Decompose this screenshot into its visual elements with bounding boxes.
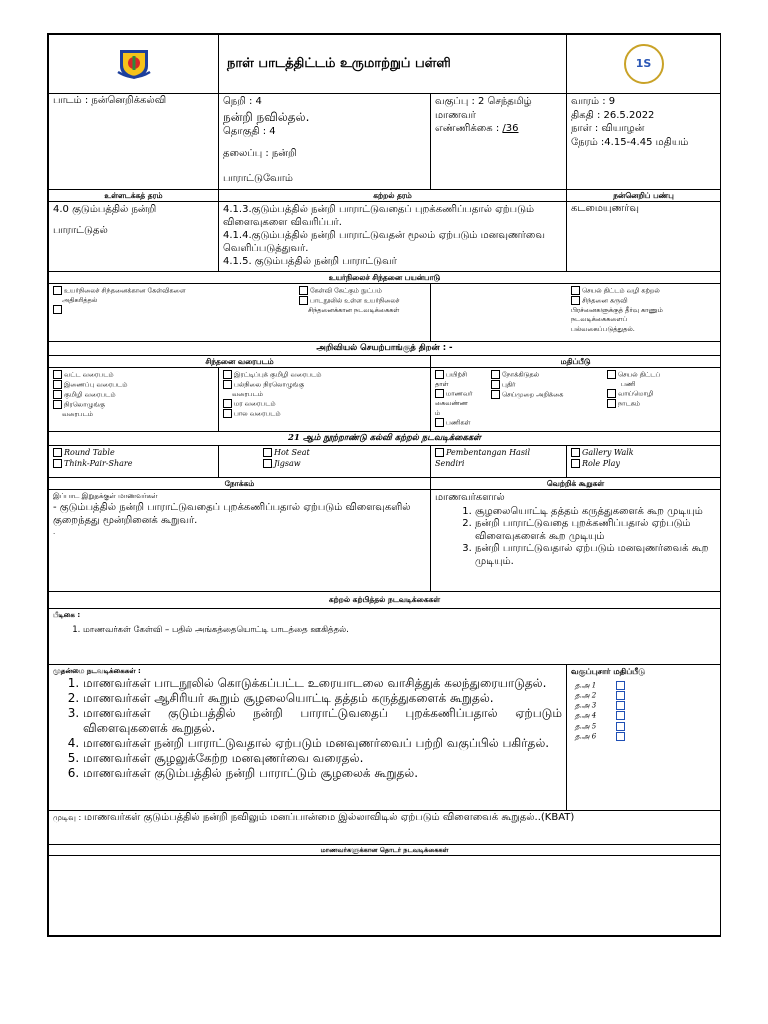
oral-checkbox[interactable] xyxy=(607,389,616,398)
main-activity: 3. மாணவர்கள் குடும்பத்தில் நன்றி பாராட்டுவதைப் புறக்கணிப்பதால் ஏற்படும் விளைவுகளைக் கூறுதல். xyxy=(83,706,562,736)
set-induction-label: பீடிகை : xyxy=(53,610,81,619)
students-count-label: எண்ணிக்கை : xyxy=(435,123,500,134)
project-task-checkbox[interactable] xyxy=(607,370,616,379)
thinking-tool-label: சிந்தனை கருவி xyxy=(582,296,628,305)
gallery-walk-label: Gallery Walk xyxy=(582,447,634,457)
science-skills-heading: அறிவியல் செயற்பாங்குத் திறன் : - xyxy=(49,342,721,356)
textbook-hots-label2: சிந்தனைக்கான நடவடிக்கைகள் xyxy=(308,306,400,315)
thinking-maps-col1 xyxy=(49,368,219,432)
success-criteria-heading: வெற்றிக் கூறுகள் xyxy=(431,477,721,489)
hots-questions-label: உயர்நிலைச் சிந்தனைக்கான கேள்விகளை xyxy=(64,286,186,295)
observation-label: நோக்கிடுதல் xyxy=(502,370,540,379)
drama-checkbox[interactable] xyxy=(607,399,616,408)
hots-questions-label2: அதிகரித்தல் xyxy=(62,296,98,305)
set-induction-item: 1. மாணவர்கள் கேள்வி – பதில் அங்கத்தையொட்டி பாடத்தை ஊகித்தல். xyxy=(83,625,716,636)
c21-col3 xyxy=(431,445,567,477)
class-assessment-heading: வகுப்புசார் மதிப்பீடு xyxy=(571,666,646,676)
oral-label: வாய்மொழி xyxy=(618,389,654,398)
c21-col1 xyxy=(49,445,219,477)
c21-col4 xyxy=(567,445,721,477)
students-count: /36 xyxy=(502,123,519,134)
problem-solving-label3: பல்வகைப்படுத்துதல். xyxy=(571,324,635,333)
think-pair-share-label: Think-Pair-Share xyxy=(64,458,133,468)
learning-standard-2: 4.1.4.குடும்பத்தில் நன்றி பாராட்டுவதன் மூலம் ஏற்படும் மனவுணர்வை வெளிப்படுத்துவர். xyxy=(223,230,545,254)
form-title: நாள் பாடத்திட்டம் உருமாற்றுப் பள்ளி xyxy=(219,35,567,94)
thinking-maps-heading: சிந்தனை வரைபடம் xyxy=(49,355,431,367)
jigsaw-checkbox[interactable] xyxy=(263,459,272,468)
tasks-label: பணிகள் xyxy=(446,418,471,427)
double-bubble-checkbox[interactable] xyxy=(223,370,232,379)
project-learning-checkbox[interactable] xyxy=(571,286,580,295)
objective-dot: . xyxy=(53,528,56,536)
value-number: நெறி : 4 xyxy=(223,96,262,107)
learning-standard-3: 4.1.5. குடும்பத்தில் நன்றி பாராட்டுவர் xyxy=(223,256,397,268)
hots-col1 xyxy=(49,284,431,342)
think-pair-share-checkbox[interactable] xyxy=(53,459,62,468)
drama-label: நாடகம் xyxy=(618,399,641,408)
objective-heading: நோக்கம் xyxy=(49,477,431,489)
level-label: த.அ 4 xyxy=(575,711,597,720)
content-standard-cell xyxy=(49,202,219,272)
problem-solving-label2: நடவடிக்கைகளைப் xyxy=(571,315,628,324)
success-criterion: 2. நன்றி பாராட்டுவதை புறக்கணிப்பதால் ஏற்படும் விளைவுகளைக் கூற முடியும் xyxy=(475,518,716,543)
project-task-label: செயல் திட்டப் xyxy=(618,370,661,379)
level-4-checkbox[interactable] xyxy=(616,711,625,720)
week: வாரம் : 9 xyxy=(571,96,616,107)
date: திகதி : 26.5.2022 xyxy=(571,109,655,121)
round-table-label: Round Table xyxy=(64,447,115,457)
handwork-label3: ம் xyxy=(435,408,441,417)
assessment-heading: மதிப்பீடு xyxy=(431,355,721,367)
role-play-label: Role Play xyxy=(582,458,620,468)
time-cell xyxy=(567,94,721,190)
school-badge-cell xyxy=(567,35,721,94)
school-crest-icon xyxy=(117,46,151,80)
main-activity: 5. மாணவர்கள் சூழலுக்கேற்ற மனவுணர்வை வரைதல். xyxy=(83,751,562,766)
activities-heading: கற்றல் கற்பித்தல் நடவடிக்கைகள் xyxy=(49,592,721,608)
hot-seat-checkbox[interactable] xyxy=(263,448,272,457)
subject: பாடம் : நன்னெறிக்கல்வி xyxy=(53,95,167,106)
moral-value-heading: நன்னெறிப் பண்பு xyxy=(567,190,721,202)
level-3-checkbox[interactable] xyxy=(616,701,625,710)
worksheet-label2: தாள் xyxy=(435,380,449,389)
day: நாள் : வியாழன் xyxy=(571,123,645,134)
closure-cell xyxy=(49,810,721,844)
flow-map-label2: வரைபடம் xyxy=(62,410,93,419)
multi-flow-label: பல்நிலை நிரலொழுங்கு xyxy=(234,380,305,389)
puzzle-checkbox[interactable] xyxy=(491,380,500,389)
c21-heading: 21 ஆம் நூற்றாண்டு கல்வி கற்றல் நடவடிக்கைகள் xyxy=(49,432,721,446)
bubble-map-label: குமிழி வரைபடம் xyxy=(64,390,116,399)
brace-map-checkbox[interactable] xyxy=(223,409,232,418)
level-label: த.அ 5 xyxy=(575,722,597,731)
success-criterion: 1. சூழலையொட்டி தத்தம் கருத்துகளைக் கூற முடியும் xyxy=(475,506,716,519)
problem-solving-label: பிரச்னைகளுக்குத் தீர்வு காணும் xyxy=(571,306,663,315)
hots-heading: உயர்நிலைச் சிந்தனை பயன்பாடு xyxy=(49,271,721,283)
puzzle-label: புதிர் xyxy=(502,380,516,389)
round-table-checkbox[interactable] xyxy=(53,448,62,457)
questioning-technique-label: கேள்வி கேட்கும் நுட்பம் xyxy=(310,286,382,295)
success-criterion: 3. நன்றி பாராட்டுவதால் ஏற்படும் மனவுணர்வைக் கூற முடியும். xyxy=(475,543,716,568)
hots-questions-checkbox[interactable] xyxy=(53,286,62,295)
practical-report-label: செய்முறை அறிக்கை xyxy=(502,390,564,399)
main-activities-cell xyxy=(49,664,567,810)
level-label: த.அ 6 xyxy=(575,732,597,741)
worksheet-label: பயிற்சி xyxy=(446,370,468,379)
bubble-map-checkbox[interactable] xyxy=(53,390,62,399)
school-badge-icon xyxy=(624,44,664,84)
tree-map-label: மர வரைபடம் xyxy=(234,399,276,408)
topic: தலைப்பு : நன்றி xyxy=(223,148,297,159)
gallery-walk-checkbox[interactable] xyxy=(571,448,580,457)
flow-map-checkbox[interactable] xyxy=(53,400,62,409)
objective-text: - குடும்பத்தில் நன்றி பாராட்டுவதைப் புறக்கணிப்பதால் ஏற்படும் விளைவுகளில் குறைந்தது மூன்றினைக் கூறுவர். xyxy=(53,502,411,526)
hots-col3 xyxy=(431,284,721,342)
main-activities-label: முதன்மை நடவடிக்கைகள் : xyxy=(53,666,141,675)
main-activity: 2. மாணவர்கள் ஆசிரியர் கூறும் சூழலையொட்டி தத்தம் கருத்துகளைக் கூறுதல். xyxy=(83,691,562,706)
tree-map-checkbox[interactable] xyxy=(223,399,232,408)
content-standard-heading: உள்ளடக்கத் தரம் xyxy=(49,190,219,202)
level-1-checkbox[interactable] xyxy=(616,681,625,690)
value-name: நன்றி நவில்தல். xyxy=(223,109,310,124)
multi-flow-checkbox[interactable] xyxy=(223,380,232,389)
textbook-hots-label: பாடநூலில் உள்ள உயர்நிலைச் xyxy=(310,296,400,305)
bridge-map-checkbox[interactable] xyxy=(53,380,62,389)
tasks-checkbox[interactable] xyxy=(435,418,444,427)
class-cell xyxy=(431,94,567,190)
level-2-checkbox[interactable] xyxy=(616,691,625,700)
time: நேரம் :4.15-4.45 மதியம் xyxy=(571,136,689,148)
bridge-map-label: இணைப்பு வரைபடம் xyxy=(64,380,128,389)
value-cell xyxy=(219,94,431,190)
objective-intro: இப்பாட இறுதக்குள் மாணவர்கள் xyxy=(53,492,158,501)
class: வகுப்பு : 2 செந்தமிழ் xyxy=(435,96,532,107)
followup-cell xyxy=(49,855,721,935)
level-6-checkbox[interactable] xyxy=(616,732,625,741)
double-bubble-label: இரட்டிப்புக் குமிழி வரைபடம் xyxy=(234,370,322,379)
thinking-tool-checkbox[interactable] xyxy=(571,296,580,305)
main-activity: 1. மாணவர்கள் பாடநூலில் கொடுக்கப்பட்ட உரையாடலை வாசித்துக் கலந்துரையாடுதல். xyxy=(83,676,562,691)
circle-map-label: வட்ட வரைபடம் xyxy=(64,370,114,379)
main-activity: 6. மாணவர்கள் குடும்பத்தில் நன்றி பாராட்டும் சூழலைக் கூறுதல். xyxy=(83,766,562,781)
closure-text: மாணவர்கள் குடும்பத்தில் நன்றி நவிலும் மனப்பான்மை இல்லாவிடில் ஏற்படும் விளைவைக் கூறுதல்..(KBAT) xyxy=(84,811,575,823)
objective-cell xyxy=(49,490,431,592)
observation-checkbox[interactable] xyxy=(491,370,500,379)
level-5-checkbox[interactable] xyxy=(616,722,625,731)
handwork-label2: கைவண்ண xyxy=(435,399,469,408)
followup-heading: மாணவர்களுக்கான தொடர் நடவடிக்கைகள் xyxy=(49,844,721,855)
assessment-cell xyxy=(431,368,721,432)
topic-line2: பாராட்டுவோம் xyxy=(223,172,293,184)
content-standard-line2: பாராட்டுதல் xyxy=(53,224,108,236)
project-task-label2: பணி xyxy=(621,380,636,389)
brace-map-label: பால வரைபடம் xyxy=(234,409,281,418)
unit: தொகுதி : 4 xyxy=(223,125,276,137)
students-label: மாணவர் xyxy=(435,109,476,121)
level-label: த.அ 1 xyxy=(575,681,597,690)
main-activity: 4. மாணவர்கள் நன்றி பாராட்டுவதால் ஏற்படும் மனவுணர்வைப் பற்றி வகுப்பில் பகிர்தல். xyxy=(83,736,562,751)
jigsaw-label: Jigsaw xyxy=(274,458,301,468)
c21-col2 xyxy=(219,445,431,477)
school-badge-text: 1S xyxy=(635,57,652,71)
pembentangan-checkbox[interactable] xyxy=(435,448,444,457)
pembentangan-label2: Sendiri xyxy=(435,458,465,468)
content-standard: 4.0 குடும்பத்தில் நன்றி xyxy=(53,204,157,216)
thinking-maps-col2 xyxy=(219,368,431,432)
learning-standard-heading: கற்றல் தரம் xyxy=(219,190,567,202)
flow-map-label: நிரலொழுங்கு xyxy=(64,400,105,409)
school-logo-cell xyxy=(49,35,219,94)
moral-value-cell xyxy=(567,202,721,272)
textbook-hots-checkbox[interactable] xyxy=(299,296,308,305)
level-label: த.அ 3 xyxy=(575,701,597,710)
practical-report-checkbox[interactable] xyxy=(491,390,500,399)
closure-label: முடிவு : xyxy=(53,812,82,822)
moral-value: கடமையுணர்வு xyxy=(571,203,639,215)
handwork-checkbox[interactable] xyxy=(435,389,444,398)
hot-seat-label: Hot Seat xyxy=(274,447,310,457)
level-label: த.அ 2 xyxy=(575,691,597,700)
handwork-label: மாணவர் xyxy=(446,389,473,398)
project-learning-label: செயல் திட்டம் வழி கற்றல் xyxy=(582,286,660,295)
circle-map-checkbox[interactable] xyxy=(53,370,62,379)
subject-cell xyxy=(49,94,219,190)
class-assessment-cell xyxy=(567,664,721,810)
success-intro: மாணவர்களால் xyxy=(435,492,505,504)
set-induction-cell xyxy=(49,608,721,664)
multi-flow-label2: வரைபடம் xyxy=(232,390,263,399)
worksheet-checkbox[interactable] xyxy=(435,370,444,379)
success-criteria-cell xyxy=(431,490,721,592)
lesson-plan-form xyxy=(47,33,721,937)
questioning-technique-checkbox[interactable] xyxy=(299,286,308,295)
hots-blank-checkbox[interactable] xyxy=(53,305,62,314)
learning-standard-cell xyxy=(219,202,567,272)
learning-standard-1: 4.1.3.குடும்பத்தில் நன்றி பாராட்டுவதைப் புறக்கணிப்பதால் ஏற்படும் விளைவுகளை விவரிப்பர். xyxy=(223,204,535,228)
pembentangan-label: Pembentangan Hasil xyxy=(446,447,531,457)
role-play-checkbox[interactable] xyxy=(571,459,580,468)
